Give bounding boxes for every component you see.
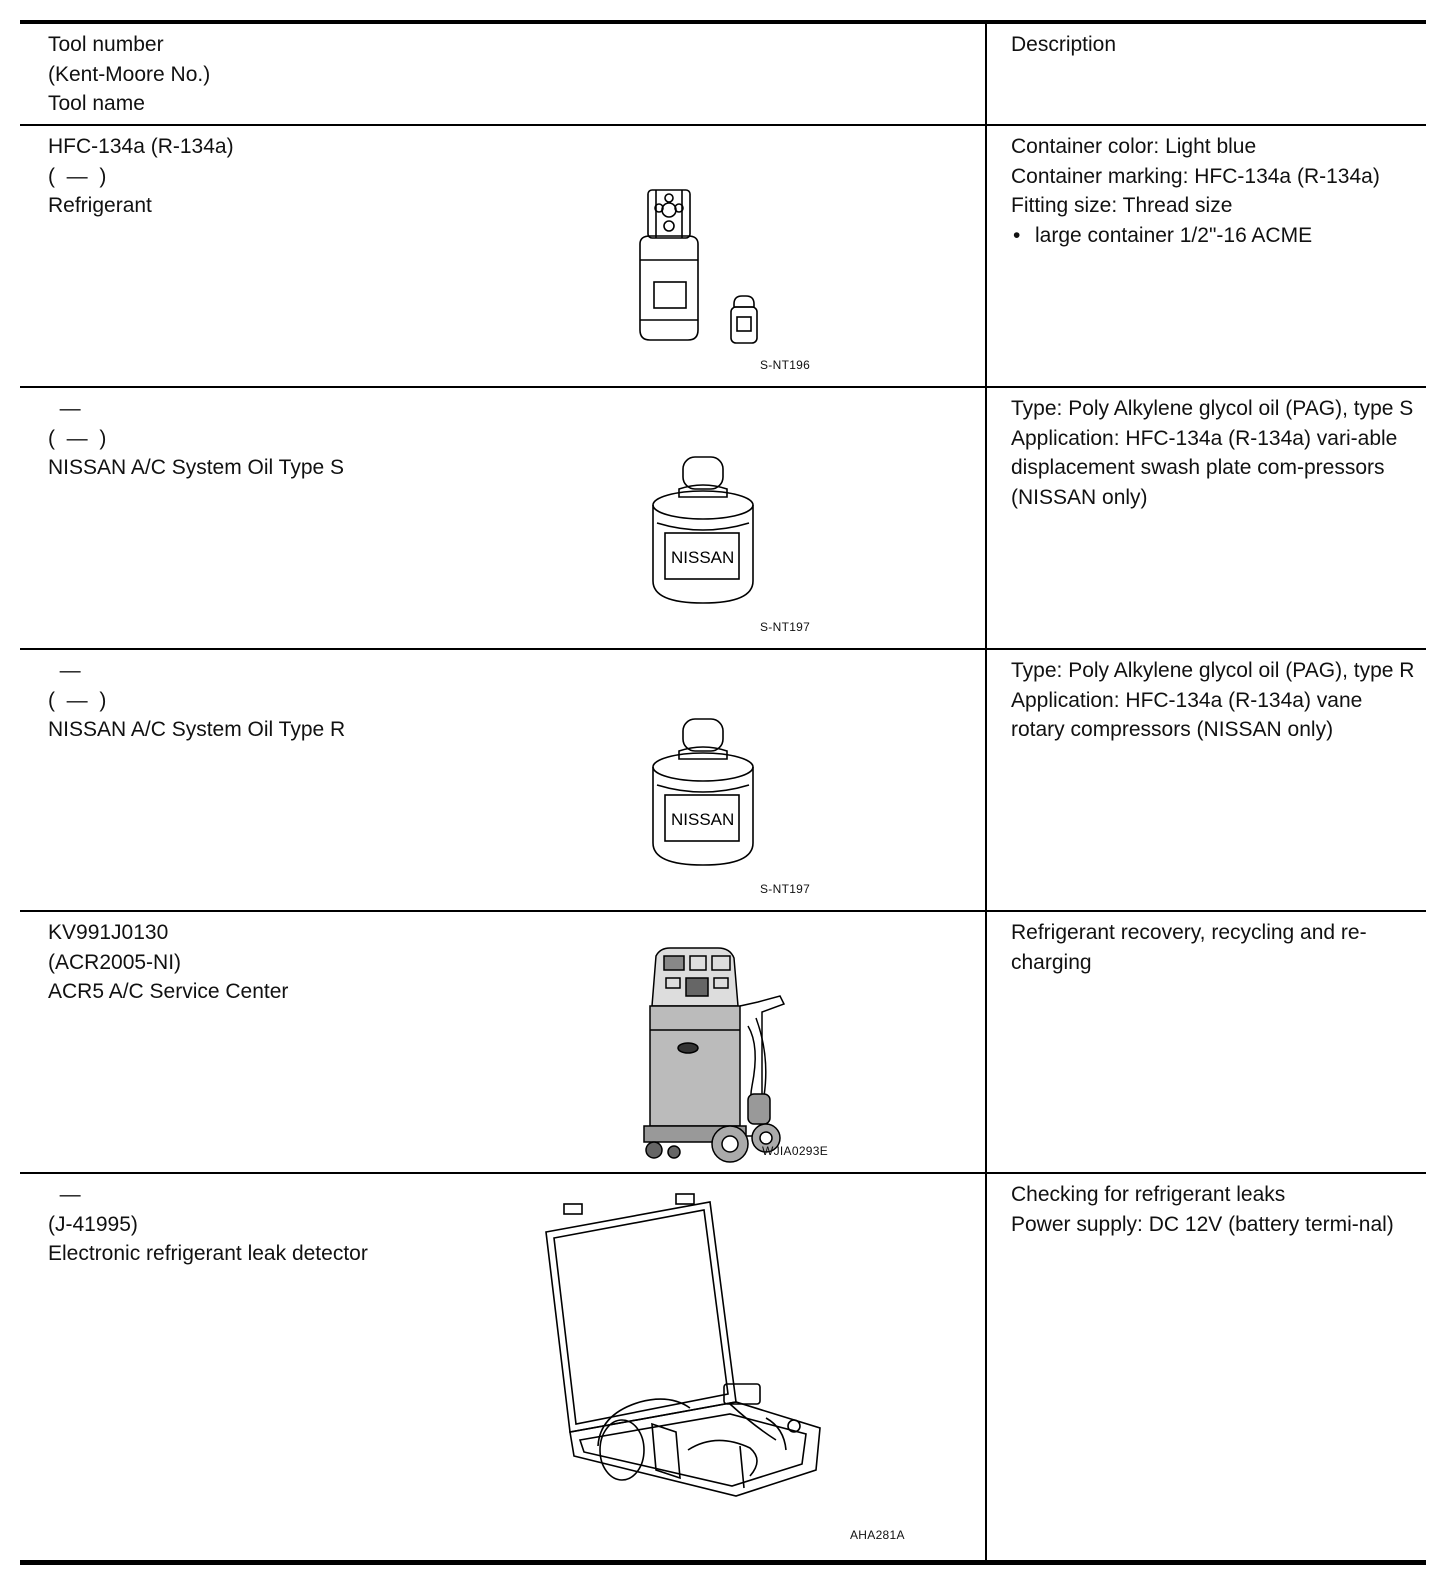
tool-info: HFC-134a (R-134a) ( — ) Refrigerant <box>48 135 234 217</box>
leak-detector-case-icon <box>540 1188 840 1506</box>
figure-code: S-NT197 <box>760 620 811 634</box>
description-line: Container marking: HFC-134a (R-134a) <box>1011 164 1380 188</box>
figure-code: AHA281A <box>850 1528 905 1542</box>
tool-description <box>1011 1180 1416 1239</box>
service-cart-icon <box>630 946 790 1168</box>
tool-info: — ( — ) NISSAN A/C System Oil Type S <box>48 397 345 479</box>
description-line: Checking for refrigerant leaks <box>1011 1183 1286 1206</box>
figure-code: S-NT197 <box>760 882 811 896</box>
description-line: Application: HFC-134a (R-134a) vane rotary compressors (NISSAN only) <box>1011 688 1363 741</box>
description-column-header: Description <box>1011 33 1117 56</box>
figure-code: S-NT196 <box>760 358 811 372</box>
table-row <box>20 650 1426 912</box>
description-line: Application: HFC-134a (R-134a) vari-able displacement swash plate com-pressors (NISSAN only) <box>1011 426 1398 509</box>
tool-description <box>1011 394 1416 512</box>
tool-description <box>1011 132 1416 250</box>
description-line: Refrigerant recovery, recycling and re-charging <box>1011 921 1367 974</box>
can-label: NISSAN <box>671 548 735 567</box>
oil-can-icon <box>645 715 765 875</box>
description-line: Container color: Light blue <box>1011 135 1257 158</box>
refrigerant-container-icon <box>630 184 780 354</box>
figure-code: WJIA0293E <box>762 1144 829 1158</box>
tool-info: — ( — ) NISSAN A/C System Oil Type R <box>48 659 346 741</box>
description-line: Fitting size: Thread size <box>1011 194 1233 217</box>
tool-column-header: Tool number (Kent-Moore No.) Tool name <box>48 33 211 115</box>
tool-info: — (J-41995) Electronic refrigerant leak detector <box>48 1183 368 1265</box>
table-row <box>20 388 1426 650</box>
table-row <box>20 126 1426 388</box>
can-label: NISSAN <box>671 810 735 829</box>
tool-info: KV991J0130 (ACR2005-NI) ACR5 A/C Service Center <box>48 921 289 1003</box>
tool-description <box>1011 918 1416 977</box>
table-row <box>20 1174 1426 1560</box>
description-line: Type: Poly Alkylene glycol oil (PAG), type R <box>1011 659 1415 682</box>
description-bullet: • large container 1/2"-16 ACME <box>1011 221 1416 251</box>
table-bottom-rule <box>20 1560 1426 1565</box>
table-header-row <box>20 24 1426 126</box>
description-line: Power supply: DC 12V (battery termi-nal) <box>1011 1212 1394 1236</box>
tool-description <box>1011 656 1416 745</box>
description-line: Type: Poly Alkylene glycol oil (PAG), type S <box>1011 397 1414 420</box>
table-row <box>20 912 1426 1174</box>
oil-can-icon <box>645 453 765 613</box>
